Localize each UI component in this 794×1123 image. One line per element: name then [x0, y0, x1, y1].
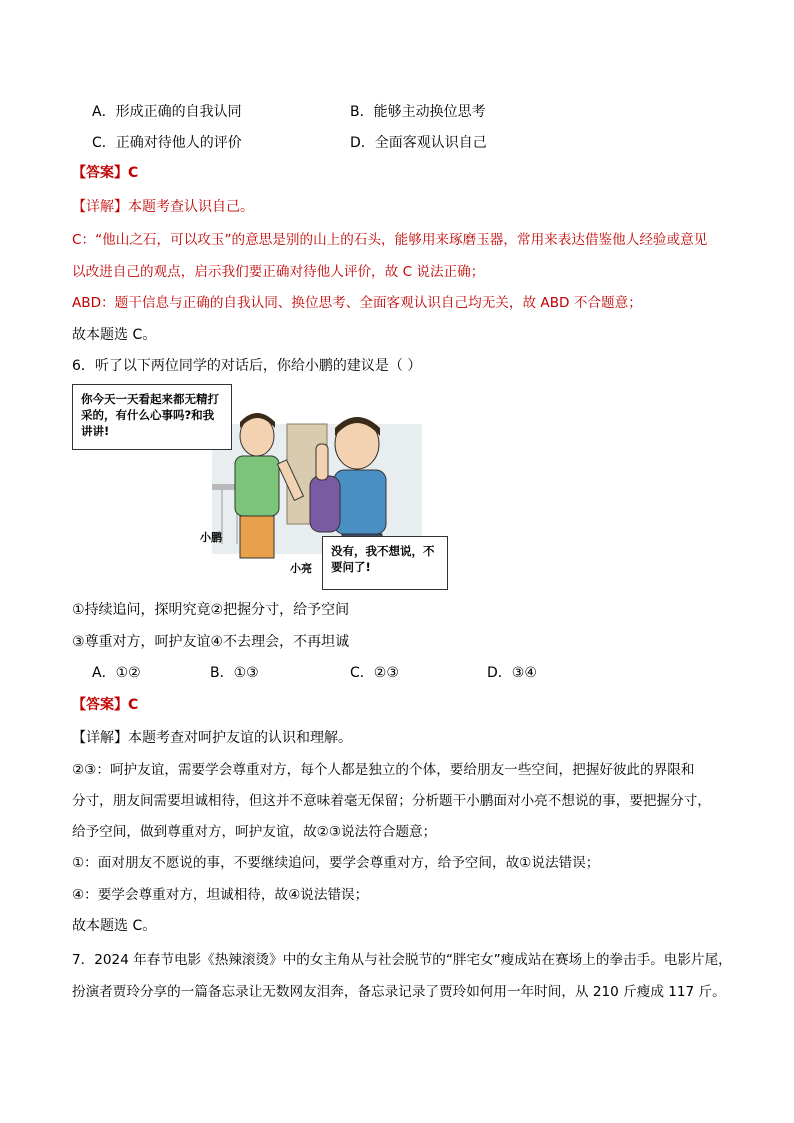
backpack [310, 476, 340, 532]
q5-detail-line: ABD：题干信息与正确的自我认同、换位思考、全面客观认识自己均无关，故 ABD 不合题意； [72, 295, 642, 311]
boy1-shorts [240, 516, 274, 558]
q6-conclusion: 故本题选 C。 [72, 918, 157, 934]
q5-detail-line: C：“他山之石，可以攻玉”的意思是别的山上的石头，能够用来琢磨玉器，常用来表达借鉴他人经验或意见 [72, 232, 708, 248]
label-xiaoliang: 小亮 [290, 562, 312, 575]
label-xiaopeng: 小鹏 [200, 531, 222, 544]
q6-items-line: ③尊重对方，呵护友谊④不去理会，不再坦诚 [72, 634, 350, 650]
boy2-shirt [334, 470, 386, 534]
q5-option-b: B．能够主动换位思考 [350, 104, 486, 120]
q6-items-line: ①持续追问，探明究竟②把握分寸，给予空间 [72, 602, 350, 618]
q5-answer: 【答案】C [72, 165, 139, 181]
q7-stem-line: 7．2024 年春节电影《热辣滚烫》中的女主角从与社会脱节的“胖宅女”瘦成站在赛场上的拳击手。电影片尾， [72, 952, 732, 968]
q6-detail-line: ④：要学会尊重对方，坦诚相待，故④说法错误； [72, 887, 369, 903]
q6-option-b: B．①③ [210, 665, 259, 681]
q5-detail-heading: 【详解】本题考查认识自己。 [72, 199, 254, 215]
q6-answer: 【答案】C [72, 697, 139, 713]
q6-detail-line: 给予空间，做到尊重对方，呵护友谊，故②③说法符合题意； [72, 824, 437, 840]
speech-bubble-xiaoliang: 没有，我不想说，不要问了! [322, 536, 448, 590]
q5-detail-line: 以改进自己的观点，启示我们要正确对待他人评价，故 C 说法正确； [72, 264, 485, 280]
q6-detail-line: ②③：呵护友谊，需要学会尊重对方，每个人都是独立的个体，要给朋友一些空间，把握好彼此的界限和 [72, 762, 695, 778]
q6-stem: 6．听了以下两位同学的对话后，你给小鹏的建议是（ ） [72, 358, 422, 374]
q7-stem-line: 扮演者贾玲分享的一篇备忘录让无数网友泪奔，备忘录记录了贾玲如何用一年时间，从 210 斤瘦成 117 斤。 [72, 984, 726, 1000]
q5-option-c: C．正确对待他人的评价 [92, 135, 242, 151]
q6-detail-heading: 【详解】本题考查对呵护友谊的认识和理解。 [72, 730, 352, 746]
speech-bubble-xiaopeng: 你今天一天看起来都无精打采的，有什么心事吗?和我讲讲! [72, 384, 232, 450]
q6-detail-line: 分寸，朋友间需要坦诚相待，但这并不意味着毫无保留；分析题干小鹏面对小亮不想说的事，要把握分寸， [72, 793, 711, 809]
dialogue-illustration [72, 384, 452, 594]
q6-option-a: A．①② [92, 665, 141, 681]
boy2-raised-hand [316, 444, 328, 480]
q6-option-c: C．②③ [350, 665, 399, 681]
q5-conclusion: 故本题选 C。 [72, 327, 157, 343]
boy1-shirt [235, 456, 279, 516]
q6-detail-line: ①：面对朋友不愿说的事，不要继续追问，要学会尊重对方，给予空间，故①说法错误； [72, 855, 600, 871]
q5-option-d: D．全面客观认识自己 [350, 135, 487, 151]
q5-option-a: A．形成正确的自我认同 [92, 104, 242, 120]
q6-option-d: D．③④ [487, 665, 537, 681]
